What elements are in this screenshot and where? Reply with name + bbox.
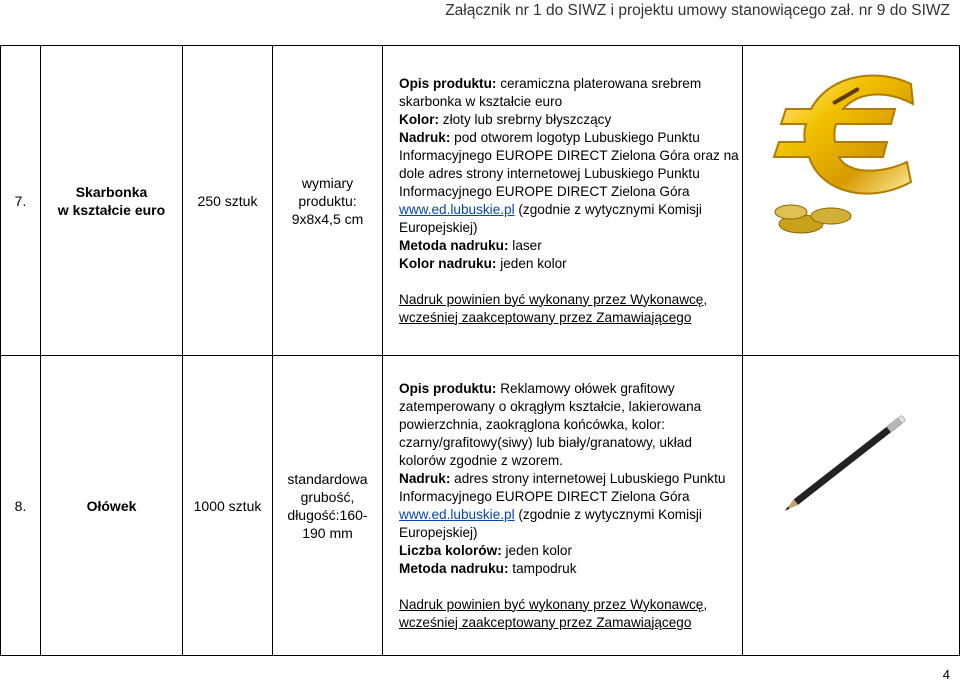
desc-text: (zgodnie z wytycznymi Komisji [514,506,702,522]
desc-text: pod otworem logotyp Lubuskiego Punktu [450,129,700,145]
dimensions-line: 190 mm [302,524,353,541]
desc-text: kolorów zgodnie z wzorem. [399,452,563,468]
dimensions-line: produktu: [298,192,357,209]
desc-text: (zgodnie z wytycznymi Komisji [514,201,702,217]
desc-text: dole adres strony internetowej Lubuskiego Punktu [399,165,700,181]
dimensions [273,356,383,656]
product-name [41,356,183,656]
desc-text: zatemperowany o okrągłym kształcie, lakierowana [399,398,702,414]
product-image-cell [743,356,960,656]
dimensions-line: standardowa [287,470,368,487]
table-row [1,356,960,656]
desc-label: Nadruk: [399,470,451,486]
product-description [383,46,743,356]
euro-piggy-bank-icon [761,64,941,244]
product-spec-table [0,45,960,656]
desc-label: Metoda nadruku: [399,560,509,576]
desc-text: skarbonka w kształcie euro [399,93,563,109]
desc-label: Kolor nadruku: [399,255,497,271]
dimensions-line: 9x8x4,5 cm [291,210,364,227]
print-note: wcześniej zaakceptowany przez Zamawiającego [399,614,692,630]
desc-text: powierzchnia, zaokrąglona końcówka, kolor: [399,416,665,432]
desc-text: jeden kolor [501,542,572,558]
table-row [1,46,960,356]
desc-text: czarny/grafitowy(siwy) lub biały/granatowy, układ [399,434,692,450]
quantity: 250 sztuk [183,46,273,356]
dimensions-line: grubość, [300,488,355,505]
desc-text: ceramiczna platerowana srebrem [496,75,702,91]
dimensions [273,46,383,356]
desc-text: Reklamowy ołówek grafitowy [496,380,675,396]
quantity: 1000 sztuk [183,356,273,656]
desc-text: tampodruk [508,560,577,576]
dimensions-line: długość:160- [287,506,368,523]
desc-text: adres strony internetowej Lubuskiego Punktu [450,470,726,486]
dimensions-line: wymiary [301,174,354,191]
print-note: Nadruk powinien być wykonany przez Wykonawcę, [399,291,708,307]
website-link[interactable]: www.ed.lubuskie.pl [399,506,515,522]
row-number: 7. [1,46,41,356]
product-name-line: Ołówek [86,497,137,514]
website-link[interactable]: www.ed.lubuskie.pl [399,201,515,217]
desc-text: jeden kolor [496,255,567,271]
desc-label: Metoda nadruku: [399,237,509,253]
desc-label: Opis produktu: [399,380,497,396]
desc-text: złoty lub srebrny błyszczący [439,111,612,127]
page-number: 4 [942,667,950,682]
product-name-line: Skarbonka [75,183,148,200]
desc-label: Kolor: [399,111,440,127]
product-name-line: w kształcie euro [57,201,166,218]
desc-label: Nadruk: [399,129,451,145]
desc-text: Informacyjnego EUROPE DIRECT Zielona Góra [399,488,690,504]
product-name [41,46,183,356]
product-image-cell [743,46,960,356]
desc-label: Opis produktu: [399,75,497,91]
desc-text: Informacyjnego EUROPE DIRECT Zielona Góra [399,183,690,199]
print-note: Nadruk powinien być wykonany przez Wykonawcę, [399,596,708,612]
desc-text: Europejskiej) [399,524,478,540]
pencil-icon [776,404,926,514]
desc-text: Europejskiej) [399,219,478,235]
desc-text: Informacyjnego EUROPE DIRECT Zielona Góra oraz na [399,147,739,163]
print-note: wcześniej zaakceptowany przez Zamawiającego [399,309,692,325]
desc-text: laser [508,237,542,253]
row-number: 8. [1,356,41,656]
product-description [383,356,743,656]
document-header: Załącznik nr 1 do SIWZ i projektu umowy stanowiącego zał. nr 9 do SIWZ [445,2,950,19]
desc-label: Liczba kolorów: [399,542,502,558]
